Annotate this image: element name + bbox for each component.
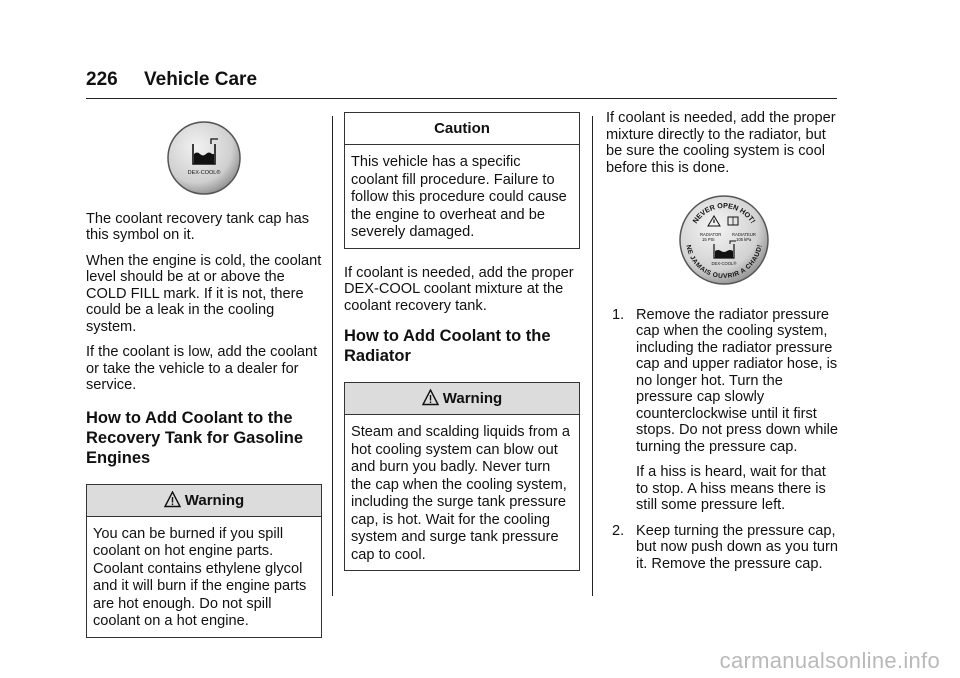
- cap-brand: DEX-COOL®: [711, 261, 737, 266]
- warning-line: Steam and scalding liquids from a: [351, 424, 571, 440]
- step-subtext: If a hiss is heard, wait for that to stop. A hiss means there is still some pressure left.: [636, 464, 826, 513]
- warning-body: [345, 415, 579, 570]
- cap-right-value: 105 kPa: [736, 237, 752, 242]
- step-text: Remove the radiator pressure cap when the cooling system, including the radiator pressure cap and upper radiator hose, is no longer hot. Turn the pressure cap slowly counterclockwise until it first stops. Do not press down while turning the pressure cap.: [636, 306, 838, 455]
- cap-left-label: RADIATOR: [700, 232, 722, 237]
- cap-left-value: 15 PSI: [702, 237, 715, 242]
- warning-line: coolant on hot engine parts.: [93, 543, 274, 559]
- page-header: [86, 69, 257, 91]
- caution-header: Caution: [345, 113, 579, 145]
- column-3: [606, 110, 842, 581]
- caution-box: [344, 112, 580, 249]
- header-rule: [86, 98, 837, 99]
- steps-list: [606, 307, 842, 573]
- warning-line: including the surge tank pressure: [351, 494, 566, 510]
- warning-line: Coolant contains ethylene glycol: [93, 560, 303, 577]
- list-item: [606, 523, 842, 573]
- section-title: Vehicle Care: [144, 69, 258, 90]
- warning-line: system and surge tank pressure: [351, 529, 559, 545]
- cap-right-label: RADIATEUR: [732, 232, 756, 237]
- coolant-symbol-label: DEX-COOL®: [187, 170, 221, 176]
- column-divider-1: [332, 116, 333, 596]
- radiator-cap-icon: [678, 194, 770, 286]
- warning-line: and burn you badly. Never turn: [351, 459, 551, 475]
- warning-line: cap, is hot. Wait for the cooling: [351, 511, 551, 528]
- coolant-tank-cap-figure: [86, 120, 322, 201]
- section-heading: How to Add Coolant to the Radiator: [344, 327, 551, 365]
- warning-line: cap to cool.: [351, 546, 426, 563]
- warning-line: are hot enough. Do not spill: [93, 595, 272, 612]
- watermark: carmanualsonline.info: [719, 648, 940, 673]
- page-number: 226: [86, 69, 118, 90]
- caution-line: follow this procedure could cause: [351, 189, 567, 205]
- warning-box: [86, 484, 322, 638]
- caution-body: [345, 145, 579, 248]
- step-number: 2.: [612, 522, 625, 539]
- paragraph: If coolant is needed, add the proper DEX-COOL coolant mixture at the coolant recovery tank.: [344, 264, 574, 314]
- warning-icon: [164, 491, 181, 508]
- section-heading: How to Add Coolant to the Recovery Tank for Gasoline Engines: [86, 408, 304, 467]
- column-1: [86, 112, 322, 654]
- warning-icon: [422, 389, 439, 406]
- paragraph: When the engine is cold, the coolant level should be at or above the COLD FILL mark. If it is not, there could be a leak in the cooling system.: [86, 252, 322, 335]
- column-divider-2: [592, 116, 593, 596]
- cap-bottom-text: NE JAMAIS OUVRIR A CHAUD!: [684, 244, 764, 281]
- column-2: [344, 112, 580, 587]
- coolant-symbol-icon: [166, 120, 242, 196]
- step-number: 1.: [612, 306, 625, 323]
- warning-box: [344, 382, 580, 571]
- warning-title: Warning: [442, 390, 503, 407]
- warning-line: hot cooling system can blow out: [351, 441, 558, 458]
- radiator-cap-figure: [606, 194, 842, 291]
- warning-line: the cap when the cooling system,: [351, 476, 567, 493]
- warning-header: [87, 485, 321, 517]
- list-item: [606, 307, 842, 514]
- warning-line: coolant on a hot engine.: [93, 613, 249, 629]
- caution-line: the engine to overheat and be: [351, 206, 545, 223]
- caution-line: coolant fill procedure. Failure to: [351, 171, 555, 188]
- cap-top-text: NEVER OPEN HOT!: [690, 200, 758, 226]
- warning-line: You can be burned if you spill: [93, 525, 284, 542]
- caution-line: This vehicle has a specific: [351, 154, 521, 170]
- warning-header: [345, 383, 579, 415]
- paragraph: The coolant recovery tank cap has this symbol on it.: [86, 210, 310, 243]
- paragraph: If coolant is needed, add the proper mixture directly to the radiator, but be sure the cooling system is cool before this is done.: [606, 110, 836, 176]
- warning-title: Warning: [184, 491, 245, 509]
- paragraph: If the coolant is low, add the coolant or take the vehicle to a dealer for service.: [86, 344, 318, 393]
- caution-line: severely damaged.: [351, 224, 475, 240]
- warning-body: [87, 517, 321, 637]
- step-text: Keep turning the pressure cap, but now push down as you turn it. Remove the pressure cap.: [636, 522, 839, 572]
- warning-line: and it will burn if the engine parts: [93, 578, 307, 594]
